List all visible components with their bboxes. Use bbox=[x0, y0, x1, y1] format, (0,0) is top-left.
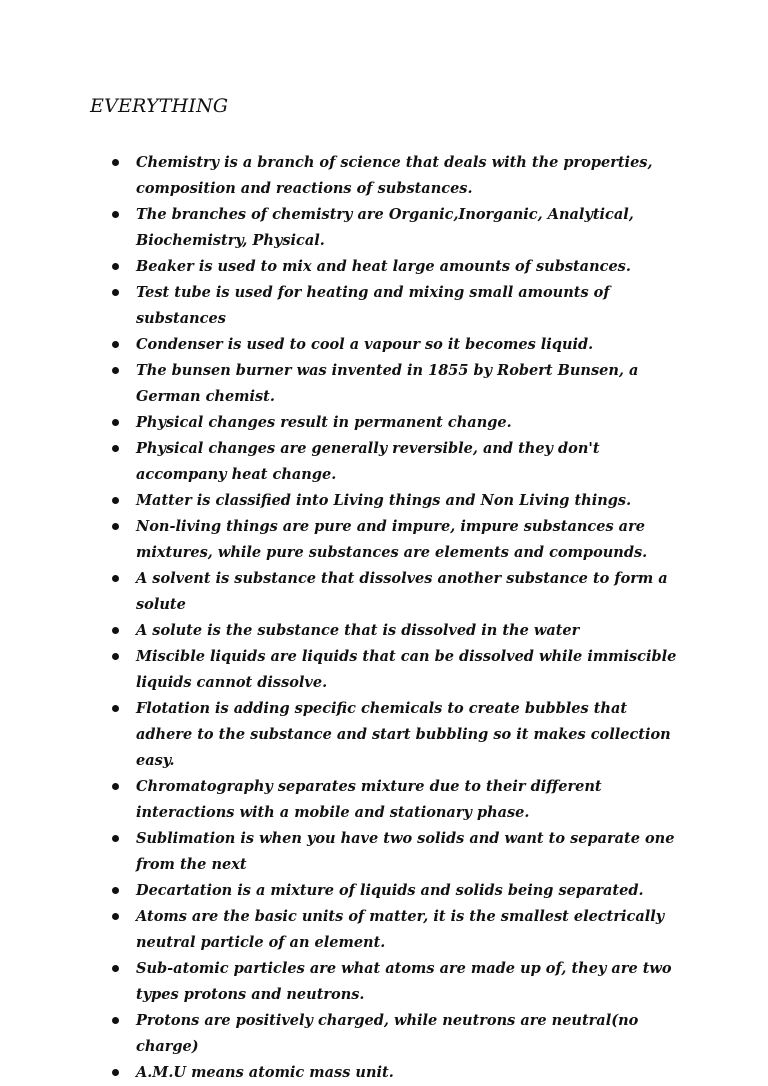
list-item bbox=[0, 410, 768, 436]
list-item bbox=[0, 254, 768, 280]
list-item bbox=[0, 696, 768, 774]
bullet-dot-icon bbox=[112, 523, 119, 530]
bullet-dot-icon bbox=[112, 627, 119, 634]
list-item bbox=[0, 618, 768, 644]
list-item bbox=[0, 566, 768, 618]
bullet-dot-icon bbox=[112, 367, 119, 374]
list-item-text: Non-living things are pure and impure, impure substances are mixtures, while pure substances are elements and compounds. bbox=[136, 518, 648, 561]
list-item bbox=[0, 1060, 768, 1086]
list-item bbox=[0, 1008, 768, 1060]
list-item-text: A.M.U means atomic mass unit. bbox=[136, 1064, 394, 1081]
list-item-text: A solvent is substance that dissolves another substance to form a solute bbox=[136, 570, 668, 613]
list-item bbox=[0, 332, 768, 358]
bullet-list bbox=[0, 150, 768, 1086]
list-item-text: Beaker is used to mix and heat large amounts of substances. bbox=[136, 258, 631, 275]
bullet-dot-icon bbox=[112, 341, 119, 348]
list-item bbox=[0, 202, 768, 254]
list-item bbox=[0, 904, 768, 956]
bullet-dot-icon bbox=[112, 653, 119, 660]
list-item-text: Flotation is adding specific chemicals to create bubbles that adhere to the substance and start bubbling so it makes collection easy. bbox=[136, 700, 671, 769]
bullet-dot-icon bbox=[112, 497, 119, 504]
list-item-text: Miscible liquids are liquids that can be dissolved while immiscible liquids cannot dissolve. bbox=[136, 648, 677, 691]
list-item-text: Chemistry is a branch of science that deals with the properties, composition and reactions of substances. bbox=[136, 154, 653, 197]
list-item-text: Chromatography separates mixture due to their different interactions with a mobile and stationary phase. bbox=[136, 778, 602, 821]
list-item bbox=[0, 358, 768, 410]
list-item bbox=[0, 280, 768, 332]
list-item bbox=[0, 488, 768, 514]
list-item bbox=[0, 644, 768, 696]
list-item bbox=[0, 774, 768, 826]
list-item bbox=[0, 514, 768, 566]
list-item-text: The bunsen burner was invented in 1855 by Robert Bunsen, a German chemist. bbox=[136, 362, 639, 405]
list-item-text: Test tube is used for heating and mixing small amounts of substances bbox=[136, 284, 610, 327]
list-item-text: Physical changes are generally reversible, and they don't accompany heat change. bbox=[136, 440, 600, 483]
list-item-text: Physical changes result in permanent change. bbox=[136, 414, 512, 431]
bullet-dot-icon bbox=[112, 575, 119, 582]
list-item-text: Matter is classified into Living things and Non Living things. bbox=[136, 492, 632, 509]
list-item-text: The branches of chemistry are Organic,Inorganic, Analytical, Biochemistry, Physical. bbox=[136, 206, 634, 249]
bullet-dot-icon bbox=[112, 419, 119, 426]
list-item bbox=[0, 826, 768, 878]
bullet-dot-icon bbox=[112, 783, 119, 790]
list-item bbox=[0, 150, 768, 202]
page-title: EVERYTHING bbox=[90, 95, 229, 117]
bullet-dot-icon bbox=[112, 211, 119, 218]
bullet-dot-icon bbox=[112, 445, 119, 452]
list-item bbox=[0, 956, 768, 1008]
bullet-dot-icon bbox=[112, 965, 119, 972]
list-item-text: Protons are positively charged, while neutrons are neutral(no charge) bbox=[136, 1012, 639, 1055]
bullet-dot-icon bbox=[112, 913, 119, 920]
list-item-text: Atoms are the basic units of matter, it is the smallest electrically neutral particle of an element. bbox=[136, 908, 665, 951]
list-item bbox=[0, 878, 768, 904]
bullet-dot-icon bbox=[112, 1069, 119, 1076]
bullet-dot-icon bbox=[112, 1017, 119, 1024]
bullet-dot-icon bbox=[112, 289, 119, 296]
bullet-dot-icon bbox=[112, 705, 119, 712]
list-item-text: Decartation is a mixture of liquids and solids being separated. bbox=[136, 882, 644, 899]
list-item-text: A solute is the substance that is dissolved in the water bbox=[136, 622, 580, 639]
bullet-dot-icon bbox=[112, 159, 119, 166]
list-item-text: Sublimation is when you have two solids and want to separate one from the next bbox=[136, 830, 675, 873]
bullet-dot-icon bbox=[112, 887, 119, 894]
list-item-text: Condenser is used to cool a vapour so it becomes liquid. bbox=[136, 336, 594, 353]
bullet-dot-icon bbox=[112, 835, 119, 842]
list-item-text: Sub-atomic particles are what atoms are made up of, they are two types protons and neutrons. bbox=[136, 960, 672, 1003]
bullet-dot-icon bbox=[112, 263, 119, 270]
list-item bbox=[0, 436, 768, 488]
